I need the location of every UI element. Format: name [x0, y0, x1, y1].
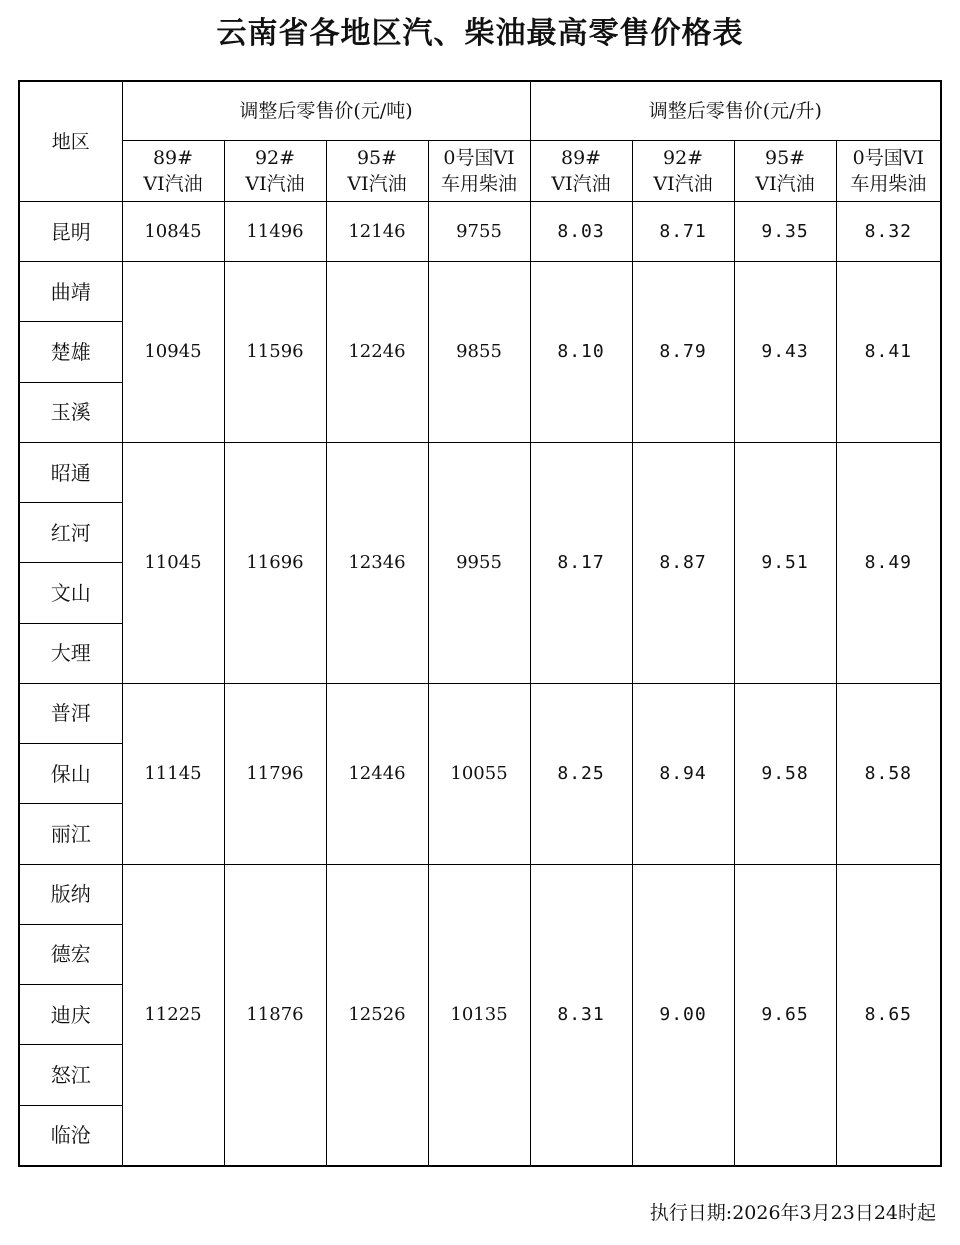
header-row-columns — [19, 141, 941, 202]
header-row-groups — [19, 81, 941, 141]
table-header — [19, 81, 941, 202]
column-header-2 — [326, 141, 428, 202]
region-cell: 版纳 — [19, 864, 122, 924]
price-cell: 9.58 — [734, 683, 836, 864]
column-header-0 — [122, 141, 224, 202]
column-header-4 — [530, 141, 632, 202]
price-cell: 9755 — [428, 202, 530, 262]
column-header-line1: 0号国VI — [852, 147, 924, 169]
price-cell: 8.03 — [530, 202, 632, 262]
price-cell: 8.65 — [836, 864, 941, 1166]
region-cell: 玉溪 — [19, 382, 122, 442]
region-cell: 曲靖 — [19, 262, 122, 322]
region-cell: 昭通 — [19, 442, 122, 502]
column-header-line2: VI汽油 — [245, 173, 305, 195]
price-cell: 9955 — [428, 442, 530, 683]
price-cell: 11876 — [224, 864, 326, 1166]
price-cell: 12246 — [326, 262, 428, 443]
region-cell: 昆明 — [19, 202, 122, 262]
region-cell: 保山 — [19, 744, 122, 804]
column-header-line2: VI汽油 — [755, 173, 815, 195]
column-header-line2: VI汽油 — [653, 173, 713, 195]
table-row — [19, 864, 941, 924]
column-header-line1: 89# — [152, 147, 194, 169]
column-header-line1: 95# — [764, 147, 806, 169]
region-cell: 德宏 — [19, 924, 122, 984]
effective-date: 执行日期:2026年3月23日24时起 — [649, 1202, 936, 1224]
price-cell: 9.43 — [734, 262, 836, 443]
column-header-5 — [632, 141, 734, 202]
price-cell: 11045 — [122, 442, 224, 683]
price-cell: 11596 — [224, 262, 326, 443]
column-header-line1: 92# — [254, 147, 296, 169]
price-cell: 11496 — [224, 202, 326, 262]
price-cell: 8.41 — [836, 262, 941, 443]
price-cell: 8.32 — [836, 202, 941, 262]
column-header-line1: 92# — [662, 147, 704, 169]
price-cell: 8.94 — [632, 683, 734, 864]
column-header-line2: VI汽油 — [347, 173, 407, 195]
price-cell: 9.35 — [734, 202, 836, 262]
price-cell: 9855 — [428, 262, 530, 443]
column-header-6 — [734, 141, 836, 202]
column-header-line1: 89# — [560, 147, 602, 169]
price-cell: 8.10 — [530, 262, 632, 443]
region-cell: 红河 — [19, 503, 122, 563]
table-row — [19, 262, 941, 322]
price-cell: 8.25 — [530, 683, 632, 864]
price-cell: 8.17 — [530, 442, 632, 683]
table-row — [19, 683, 941, 743]
price-cell: 8.31 — [530, 864, 632, 1166]
price-cell: 8.79 — [632, 262, 734, 443]
price-cell: 11225 — [122, 864, 224, 1166]
table-row — [19, 202, 941, 262]
region-header: 地区 — [19, 81, 122, 202]
column-header-1 — [224, 141, 326, 202]
column-header-line2: VI汽油 — [551, 173, 611, 195]
region-cell: 文山 — [19, 563, 122, 623]
column-header-line1: 95# — [356, 147, 398, 169]
price-cell: 11796 — [224, 683, 326, 864]
price-table — [18, 80, 942, 1167]
price-cell: 8.58 — [836, 683, 941, 864]
column-header-3 — [428, 141, 530, 202]
price-cell: 11145 — [122, 683, 224, 864]
group-header-ton: 调整后零售价(元/吨) — [122, 81, 530, 141]
price-cell: 9.00 — [632, 864, 734, 1166]
region-cell: 楚雄 — [19, 322, 122, 382]
page-title: 云南省各地区汽、柴油最高零售价格表 — [216, 16, 744, 51]
region-cell: 普洱 — [19, 683, 122, 743]
price-cell: 12146 — [326, 202, 428, 262]
price-cell: 10055 — [428, 683, 530, 864]
price-cell: 8.87 — [632, 442, 734, 683]
column-header-line1: 0号国VI — [443, 147, 515, 169]
region-cell: 怒江 — [19, 1045, 122, 1105]
region-cell: 大理 — [19, 623, 122, 683]
region-cell: 临沧 — [19, 1105, 122, 1166]
region-cell: 丽江 — [19, 804, 122, 864]
price-cell: 8.49 — [836, 442, 941, 683]
region-cell: 迪庆 — [19, 985, 122, 1045]
price-cell: 12446 — [326, 683, 428, 864]
price-cell: 10945 — [122, 262, 224, 443]
price-cell: 10135 — [428, 864, 530, 1166]
price-cell: 12526 — [326, 864, 428, 1166]
group-header-liter: 调整后零售价(元/升) — [530, 81, 941, 141]
price-cell: 10845 — [122, 202, 224, 262]
price-cell: 11696 — [224, 442, 326, 683]
price-cell: 9.65 — [734, 864, 836, 1166]
column-header-line2: 车用柴油 — [850, 173, 927, 195]
price-cell: 12346 — [326, 442, 428, 683]
price-cell: 9.51 — [734, 442, 836, 683]
column-header-line2: 车用柴油 — [441, 173, 518, 195]
price-cell: 8.71 — [632, 202, 734, 262]
column-header-line2: VI汽油 — [143, 173, 203, 195]
table-body — [19, 202, 941, 1167]
column-header-7 — [836, 141, 941, 202]
table-row — [19, 442, 941, 502]
